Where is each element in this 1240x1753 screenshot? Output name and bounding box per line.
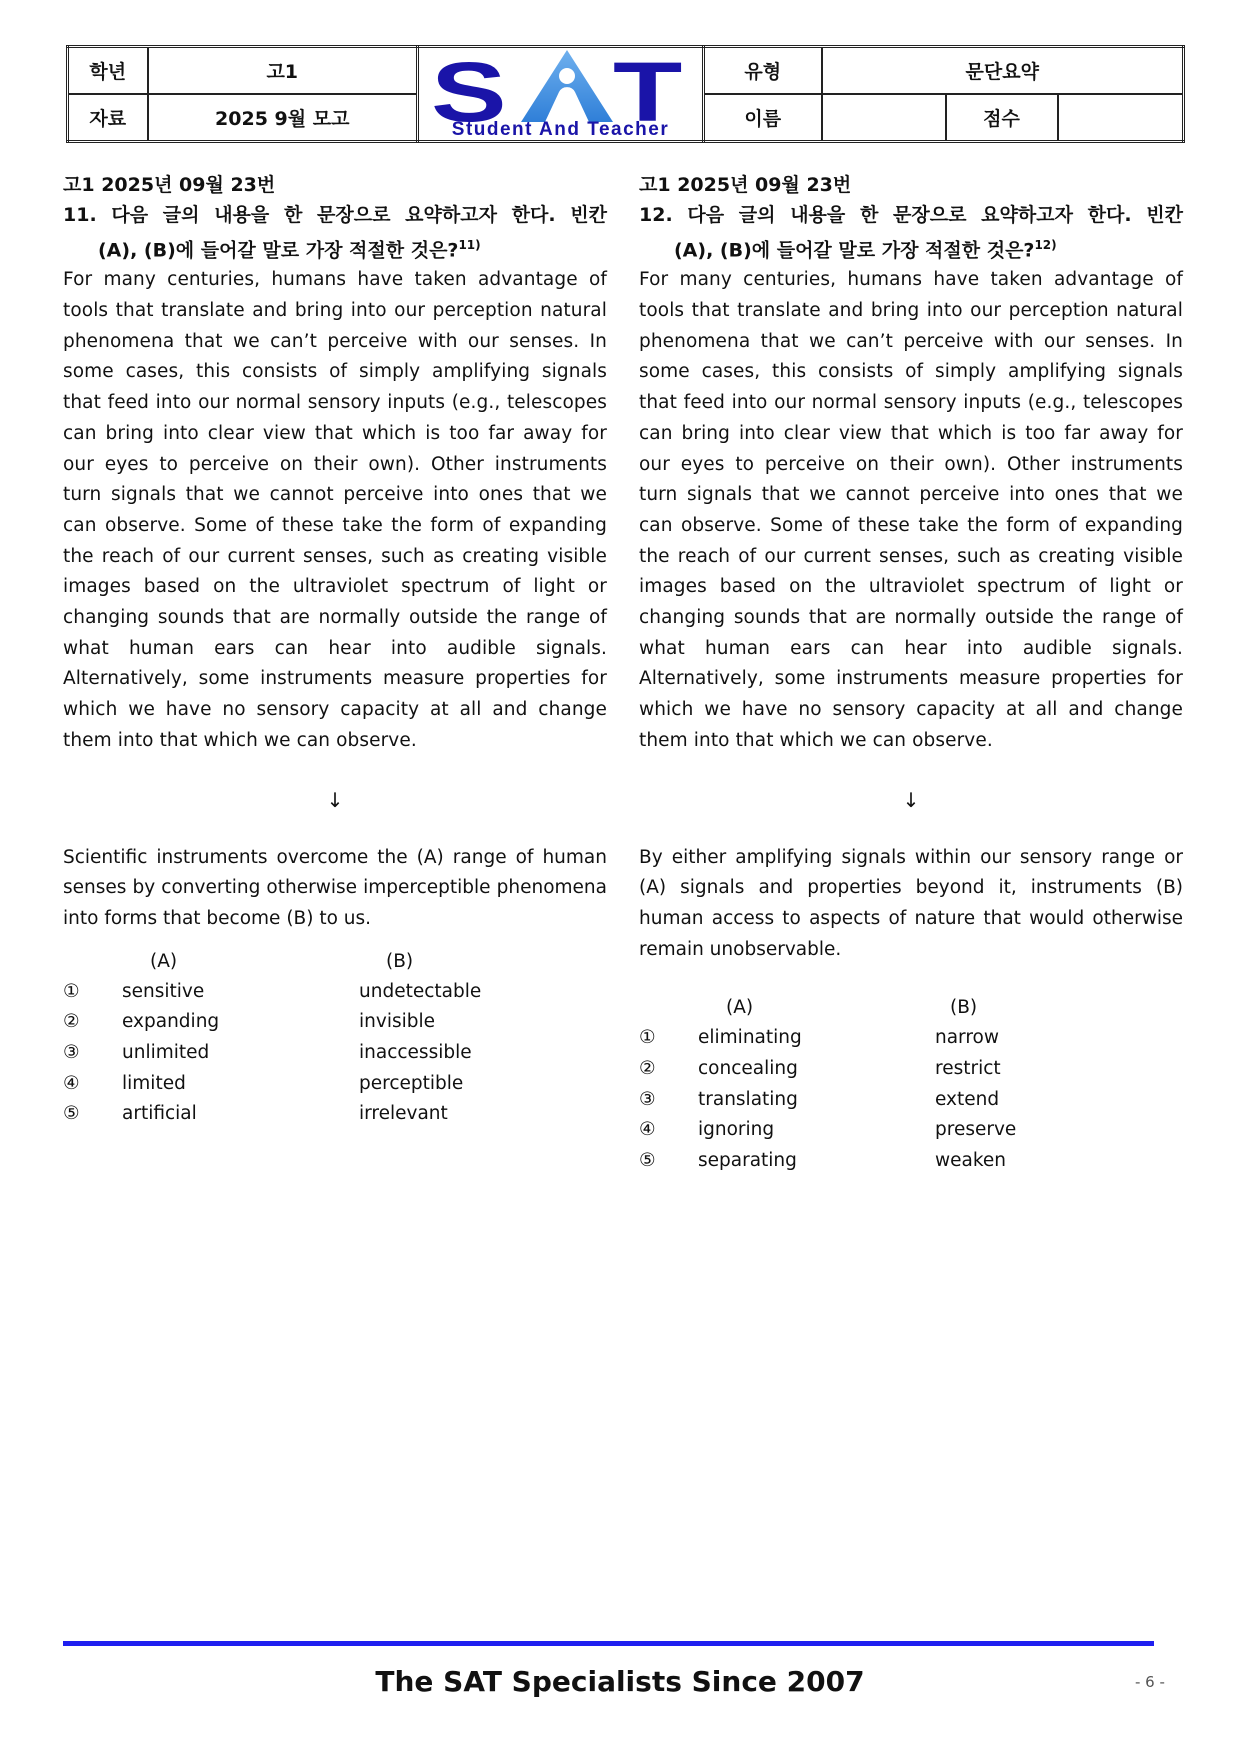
option-a: expanding	[122, 1011, 220, 1033]
header-table	[66, 45, 1185, 143]
option-2[interactable]	[639, 1054, 1183, 1085]
source-label: 자료	[68, 94, 148, 142]
sat-logo	[418, 47, 704, 142]
down-arrow-icon: ↓	[902, 787, 920, 812]
question-title-line1: 11. 다음 글의 내용을 한 문장으로 요약하고자 한다. 빈칸	[63, 204, 607, 226]
page-number: - 6 -	[1135, 1673, 1165, 1691]
column-b-header: (B)	[386, 950, 414, 972]
score-field[interactable]	[1058, 94, 1184, 142]
column-b-header: (B)	[950, 997, 978, 1019]
logo-subtitle: Student And Teacher	[451, 119, 670, 140]
footer-tagline: The SAT Specialists Since 2007	[375, 1665, 865, 1698]
question-title-text: (A), (B)에 들어갈 말로 가장 적절한 것은?	[674, 239, 1035, 262]
option-a: concealing	[698, 1058, 798, 1080]
option-b: undetectable	[359, 980, 482, 1002]
grade-label: 학년	[68, 47, 148, 95]
option-5[interactable]	[63, 1099, 607, 1130]
passage-text: For many centuries, humans have taken advantage of tools that translate and bring into our perception natural phenomena that we can’t perceive with our senses. In some cases, this consists of simply amplifying signals that feed into our normal sensory inputs (e.g., telescopes can bring into clear view that which is too far away for our eyes to perceive on their own). Other instruments turn signals that we cannot perceive into ones that we can observe. Some of these take the form of expanding the reach of our current senses, such as creating visible images based on the ultraviolet spectrum of light or changing sounds that are normally outside the range of what human ears can hear into audible signals. Alternatively, some instruments measure properties for which we have no sensory capacity at all and change them into that which we can observe.	[639, 269, 1183, 751]
name-field[interactable]	[822, 94, 946, 142]
option-b: preserve	[935, 1119, 1017, 1141]
option-b: irrelevant	[359, 1103, 448, 1125]
option-a: artificial	[122, 1103, 197, 1125]
option-b: restrict	[935, 1058, 1001, 1080]
option-a: translating	[698, 1088, 798, 1110]
option-3[interactable]	[63, 1038, 607, 1069]
column-a-header: (A)	[150, 950, 178, 972]
grade-value: 고1	[148, 47, 418, 95]
option-b: weaken	[935, 1150, 1007, 1172]
option-number: ④	[63, 1072, 80, 1094]
logo-letter-a-icon	[517, 48, 617, 122]
score-label: 점수	[946, 94, 1058, 142]
option-a: limited	[122, 1072, 186, 1094]
option-a: unlimited	[122, 1042, 210, 1064]
option-b: inaccessible	[359, 1042, 472, 1064]
column-a-header: (A)	[726, 997, 754, 1019]
summary-sentence: Scientific instruments overcome the (A) range of human senses by converting otherwise imperceptible phenomena into forms that become (B) to us.	[63, 846, 607, 929]
option-a: eliminating	[698, 1027, 802, 1049]
option-1[interactable]	[63, 977, 607, 1008]
question-11	[63, 170, 607, 1130]
type-value: 문단요약	[822, 47, 1184, 95]
option-number: ⑤	[63, 1103, 80, 1125]
question-title-text: (A), (B)에 들어갈 말로 가장 적절한 것은?	[98, 239, 459, 262]
question-title-line1: 12. 다음 글의 내용을 한 문장으로 요약하고자 한다. 빈칸	[639, 204, 1183, 226]
passage-text: For many centuries, humans have taken advantage of tools that translate and bring into our perception natural phenomena that we can’t perceive with our senses. In some cases, this consists of simply amplifying signals that feed into our normal sensory inputs (e.g., telescopes can bring into clear view that which is too far away for our eyes to perceive on their own). Other instruments turn signals that we cannot perceive into ones that we can observe. Some of these take the form of expanding the reach of our current senses, such as creating visible images based on the ultraviolet spectrum of light or changing sounds that are normally outside the range of what human ears can hear into audible signals. Alternatively, some instruments measure properties for which we have no sensory capacity at all and change them into that which we can observe.	[63, 269, 607, 751]
name-label: 이름	[704, 94, 822, 142]
option-2[interactable]	[63, 1007, 607, 1038]
logo-letter-s: S	[431, 48, 507, 139]
footnote-marker: 11)	[458, 238, 481, 252]
option-b: invisible	[359, 1011, 435, 1033]
options-header	[63, 947, 607, 977]
option-b: narrow	[935, 1027, 999, 1049]
option-number: ④	[639, 1119, 656, 1141]
logo-letter-t: T	[612, 48, 682, 139]
option-b: perceptible	[359, 1072, 464, 1094]
option-4[interactable]	[639, 1115, 1183, 1146]
option-1[interactable]	[639, 1023, 1183, 1054]
option-number: ②	[639, 1058, 656, 1080]
option-number: ①	[63, 980, 80, 1002]
type-label: 유형	[704, 47, 822, 95]
option-a: separating	[698, 1150, 797, 1172]
options-header	[639, 993, 1183, 1023]
option-a: sensitive	[122, 980, 205, 1002]
option-5[interactable]	[639, 1146, 1183, 1177]
question-title-line2	[63, 230, 607, 265]
down-arrow-icon: ↓	[326, 787, 344, 812]
option-number: ⑤	[639, 1150, 656, 1172]
option-number: ①	[639, 1027, 656, 1049]
question-source: 고1 2025년 09월 23번	[639, 174, 852, 196]
option-number: ②	[63, 1011, 80, 1033]
question-title-line2	[639, 230, 1183, 265]
question-12	[639, 170, 1183, 1177]
option-number: ③	[63, 1042, 80, 1064]
option-3[interactable]	[639, 1085, 1183, 1116]
source-value: 2025 9월 모고	[148, 94, 418, 142]
option-b: extend	[935, 1088, 1000, 1110]
option-a: ignoring	[698, 1119, 775, 1141]
option-number: ③	[639, 1088, 656, 1110]
option-4[interactable]	[63, 1069, 607, 1100]
footnote-marker: 12)	[1034, 238, 1057, 252]
footer-divider	[63, 1641, 1154, 1646]
question-source: 고1 2025년 09월 23번	[63, 174, 276, 196]
summary-sentence: By either amplifying signals within our sensory range or (A) signals and properties beyond it, instruments (B) human access to aspects of nature that would otherwise remain unobservable.	[639, 846, 1183, 960]
